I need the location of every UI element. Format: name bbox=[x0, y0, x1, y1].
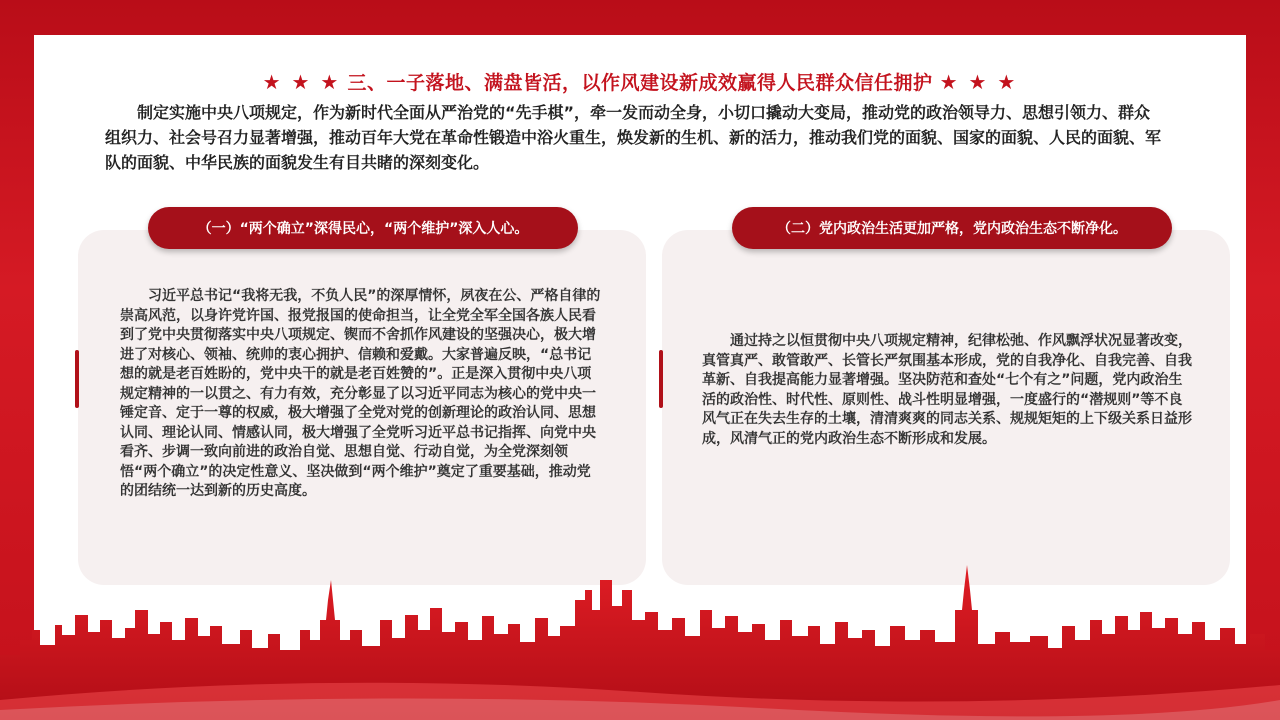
intro-paragraph: 制定实施中央八项规定，作为新时代全面从严治党的“先手棋”，牵一发而动全身，小切口撬动大变局，推动党的政治领导力、思想引领力、群众组织力、社会号召力显著增强，推动百年大党在革命性锻造中浴火重生，焕发新的生机、新的活力，推动我们党的面貌、国家的面貌、人民的面貌、军队的面貌、中华民族的面貌发生有目共睹的深刻变化。 bbox=[105, 103, 1162, 172]
card-accent-bar-1 bbox=[75, 350, 79, 408]
city-skyline-decoration bbox=[0, 560, 1280, 720]
section-body-1: 习近平总书记“我将无我，不负人民”的深厚情怀，夙夜在公、严格自律的崇高风范，以身许党许国、报党报国的使命担当，让全党全军全国各族人民看到了党中央贯彻落实中央八项规定、锲而不舍抓作风建设的坚强决心，极大增进了对核心、领袖、统帅的衷心拥护、信赖和爱戴。大家普遍反映，“总书记想的就是老百姓盼的，党中央干的就是老百姓赞的”。正是深入贯彻中央八项规定精神的一以贯之、有力有效，充分彰显了以习近平同志为核心的党中央一锤定音、定于一尊的权威，极大增强了全党对党的创新理论的政治认同、思想认同、理论认同、情感认同，极大增强了全党听习近平总书记指挥、向党中央看齐、步调一致向前进的政治自觉、思想自觉、行动自觉，为全党深刻领悟“两个确立”的决定性意义、坚决做到“两个维护”奠定了重要基础，推动党的团结统一达到新的历史高度。 bbox=[120, 288, 601, 499]
page-title bbox=[0, 68, 1280, 95]
section-heading-1: （一）“两个确立”深得民心，“两个维护”深入人心。 bbox=[148, 207, 578, 249]
title-text: 三、一子落地、满盘皆活，以作风建设新成效赢得人民群众信任拥护 bbox=[347, 72, 933, 94]
card-accent-bar-2 bbox=[659, 350, 663, 408]
stars-right-icon: ★ ★ ★ bbox=[939, 70, 1018, 94]
stars-left-icon: ★ ★ ★ bbox=[262, 70, 341, 94]
section-heading-2: （二）党内政治生活更加严格，党内政治生态不断净化。 bbox=[732, 207, 1172, 249]
section-body-2: 通过持之以恒贯彻中央八项规定精神，纪律松弛、作风飘浮状况显著改变，真管真严、敢管敢严、长管长严氛围基本形成，党的自我净化、自我完善、自我革新、自我提高能力显著增强。坚决防范和查处“七个有之”问题，党内政治生活的政治性、时代性、原则性、战斗性明显增强，一度盛行的“潜规则”等不良风气正在失去生存的土壤，清清爽爽的同志关系、规规矩矩的上下级关系日益形成，风清气正的党内政治生态不断形成和发展。 bbox=[702, 333, 1192, 447]
